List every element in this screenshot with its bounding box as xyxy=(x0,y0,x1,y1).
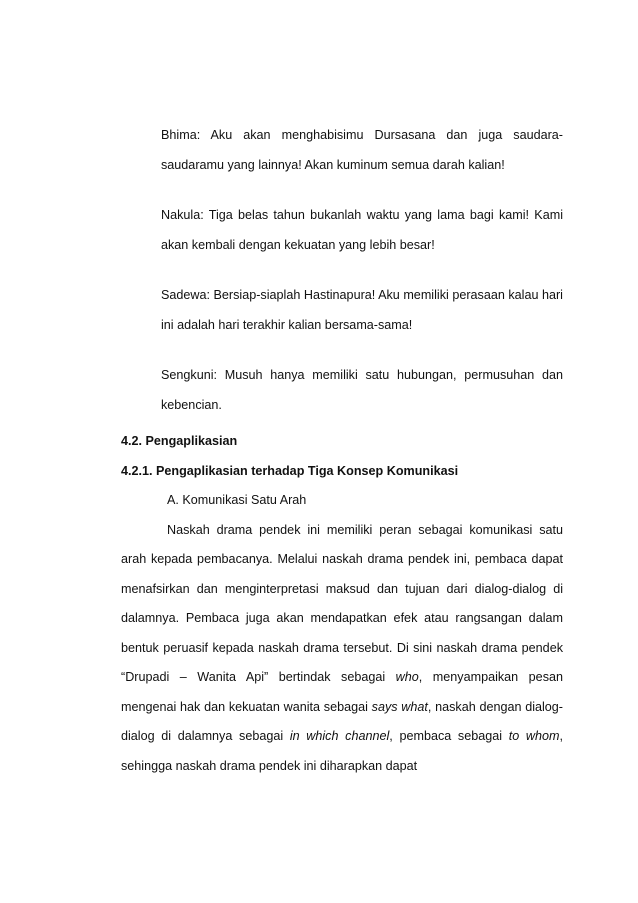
section-4-2 xyxy=(121,427,563,781)
emphasis-to-whom: to whom xyxy=(508,729,560,743)
item-label: A. Komunikasi Satu Arah xyxy=(167,493,307,507)
paragraph-text-3: , naskah dengan dialog-dialog di dalamnya sebagai xyxy=(121,699,563,743)
paragraph-text-2: , menyampaikan pesan mengenai hak dan kekuatan wanita sebagai xyxy=(121,670,563,714)
emphasis-in-which-channel: in which channel xyxy=(289,729,390,743)
subsection-heading: 4.2.1. Pengaplikasian terhadap Tiga Konsep Komunikasi xyxy=(121,463,459,478)
quote-sadewa: Sadewa: Bersiap-siaplah Hastinapura! Aku memiliki perasaan kalau hari ini adalah hari terakhir kalian bersama-sama! xyxy=(161,288,563,332)
quote-bhima: Bhima: Aku akan menghabisimu Dursasana dan juga saudara-saudaramu yang lainnya! Akan kuminum semua darah kalian! xyxy=(161,128,563,172)
emphasis-who: who xyxy=(395,670,419,684)
paragraph-text-1: Naskah drama pendek ini memiliki peran sebagai komunikasi satu arah kepada pembacanya. Melalui naskah drama pendek ini, pembaca dapat menafsirkan dan menginterpretasi maksud dan tujuan dari dialog-dialog di dalamnya. Pembaca juga akan mendapatkan efek atau rangsangan dalam bentuk peruasif kepada naskah drama tersebut. Di sini naskah drama pendek “Drupadi – Wanita Api” bertindak sebagai xyxy=(121,522,563,684)
paragraph-text-4: , pembaca sebagai xyxy=(389,729,509,743)
quote-sengkuni: Sengkuni: Musuh hanya memiliki satu hubungan, permusuhan dan kebencian. xyxy=(161,368,563,412)
dialog-quotes xyxy=(161,121,563,441)
emphasis-says-what: says what xyxy=(371,699,428,714)
body-paragraph xyxy=(121,516,563,782)
paragraph-text-5: , sehingga naskah drama pendek ini diharapkan dapat xyxy=(121,729,563,773)
quote-nakula: Nakula: Tiga belas tahun bukanlah waktu yang lama bagi kami! Kami akan kembali dengan kekuatan yang lebih besar! xyxy=(161,208,563,252)
section-heading: 4.2. Pengaplikasian xyxy=(121,434,238,448)
